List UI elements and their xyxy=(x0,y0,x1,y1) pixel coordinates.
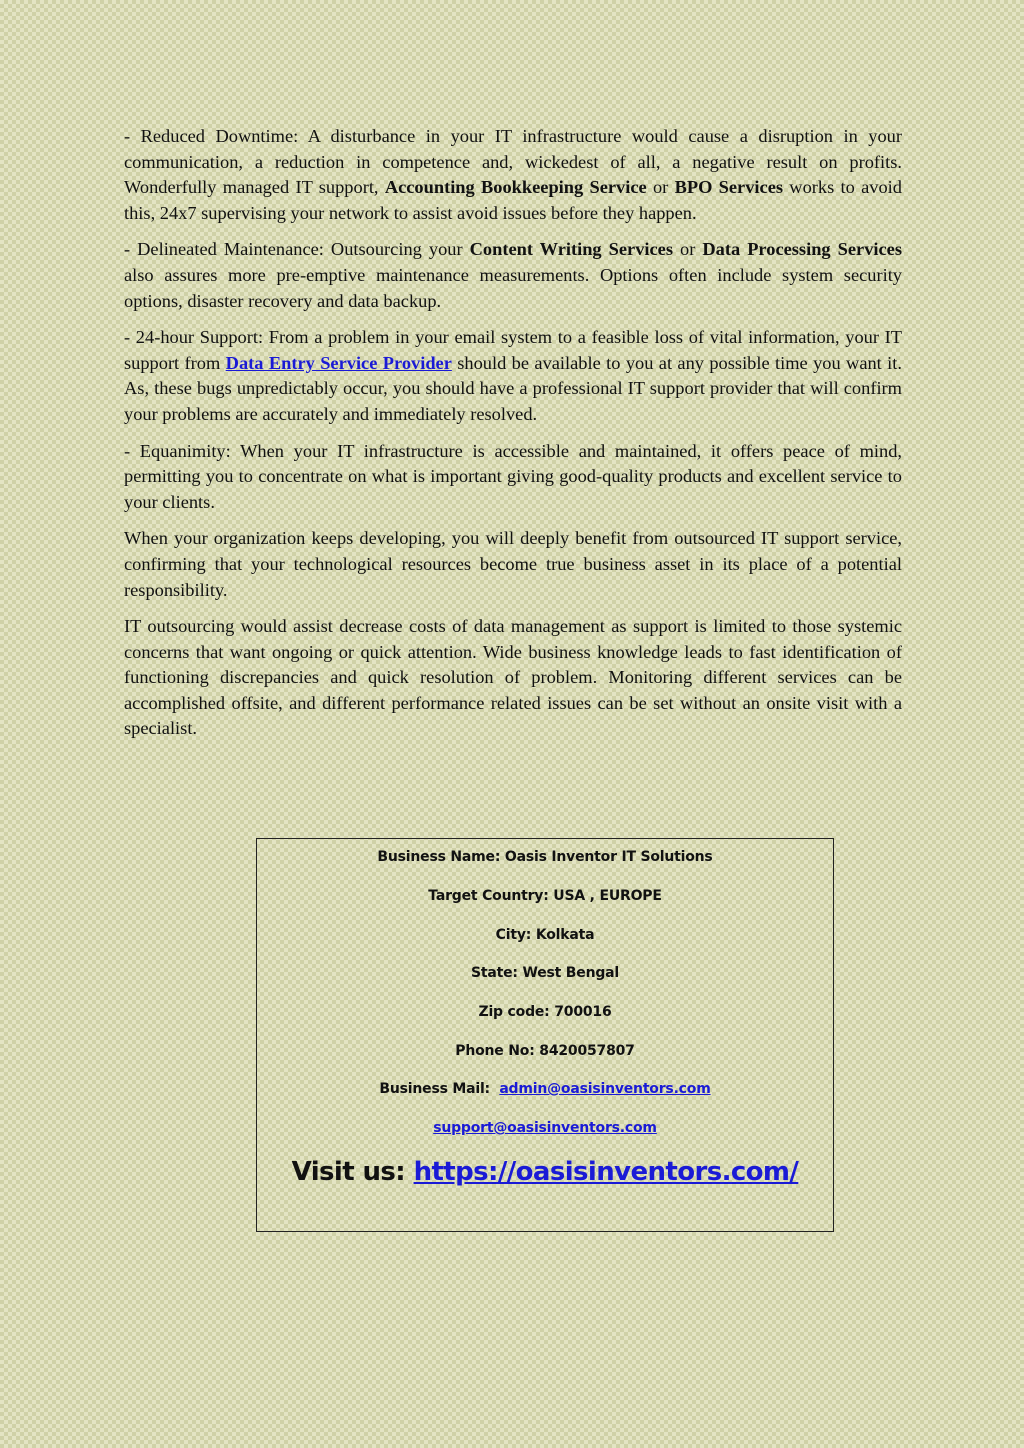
visit-us-row xyxy=(257,1157,833,1187)
text-run: - Reduced Downtime: A disturbance in your IT infrastructure would cause a disruption in your communication, a reduction in competence and, wickedest of all, a negative result on profits. Wonderfully managed IT support, xyxy=(124,126,902,198)
paragraph-delineated-maintenance xyxy=(124,237,902,314)
text-run: also assures more pre-emptive maintenance measurements. Options often include system security options, disaster recovery and data backup. xyxy=(124,264,902,311)
text-run: - Delineated Maintenance: Outsourcing your xyxy=(124,239,470,260)
city: City: Kolkata xyxy=(495,927,595,943)
business-mail-row xyxy=(257,1081,833,1097)
zip-code: Zip code: 700016 xyxy=(478,1004,612,1020)
business-name: Business Name: Oasis Inventor IT Solutions xyxy=(377,849,713,865)
paragraph-organization-growth: When your organization keeps developing, you will deeply benefit from outsourced IT support service, confirming that your technological resources become true business asset in its place of a potential responsibility. xyxy=(124,528,902,600)
business-mail-label: Business Mail: xyxy=(379,1081,490,1097)
bold-term-data-processing: Data Processing Services xyxy=(702,239,902,260)
text-run: - 24-hour Support: From a problem in your email system to a feasible loss of vital information, your IT support from xyxy=(124,327,902,373)
bold-term-accounting-bookkeeping: Accounting Bookkeeping Service xyxy=(384,177,647,198)
visit-us-label: Visit us: xyxy=(291,1157,406,1187)
contact-info-box xyxy=(256,838,834,1232)
text-run: or xyxy=(646,177,675,198)
paragraph-it-outsourcing: IT outsourcing would assist decrease costs of data management as support is limited to those systemic concerns that want ongoing or quick attention. Wide business knowledge leads to fast identification of functioning discrepancies and quick resolution of problem. Monitoring different services can be accomplished offsite, and different performance related issues can be set without an onsite visit with a specialist. xyxy=(124,616,902,739)
support-email-link[interactable]: support@oasisinventors.com xyxy=(433,1120,657,1136)
admin-email-link[interactable]: admin@oasisinventors.com xyxy=(499,1081,711,1097)
text-run: or xyxy=(673,239,703,260)
bold-term-bpo-services: BPO Services xyxy=(674,177,784,198)
phone-number: Phone No: 8420057807 xyxy=(455,1043,635,1059)
bold-term-content-writing: Content Writing Services xyxy=(469,239,673,260)
support-email-row xyxy=(257,1120,833,1136)
text-run: should be available to you at any possible time you want it. As, these bugs unpredictably occur, you should have a professional IT support provider that will confirm your problems are accurately and immediately resolved. xyxy=(124,352,902,424)
paragraph-24-hour-support xyxy=(124,325,902,427)
data-entry-service-provider-link[interactable]: Data Entry Service Provider xyxy=(225,352,452,373)
text-run: works to avoid this, 24x7 supervising your network to assist avoid issues before they happen. xyxy=(124,177,902,223)
paragraph-reduced-downtime xyxy=(124,124,902,226)
paragraph-equanimity: - Equanimity: When your IT infrastructure is accessible and maintained, it offers peace of mind, permitting you to concentrate on what is important giving good-quality products and excellent service to your clients. xyxy=(124,440,902,512)
website-link[interactable]: https://oasisinventors.com/ xyxy=(413,1157,799,1187)
article-body xyxy=(124,124,902,753)
state: State: West Bengal xyxy=(470,965,620,981)
target-country: Target Country: USA , EUROPE xyxy=(428,888,662,904)
